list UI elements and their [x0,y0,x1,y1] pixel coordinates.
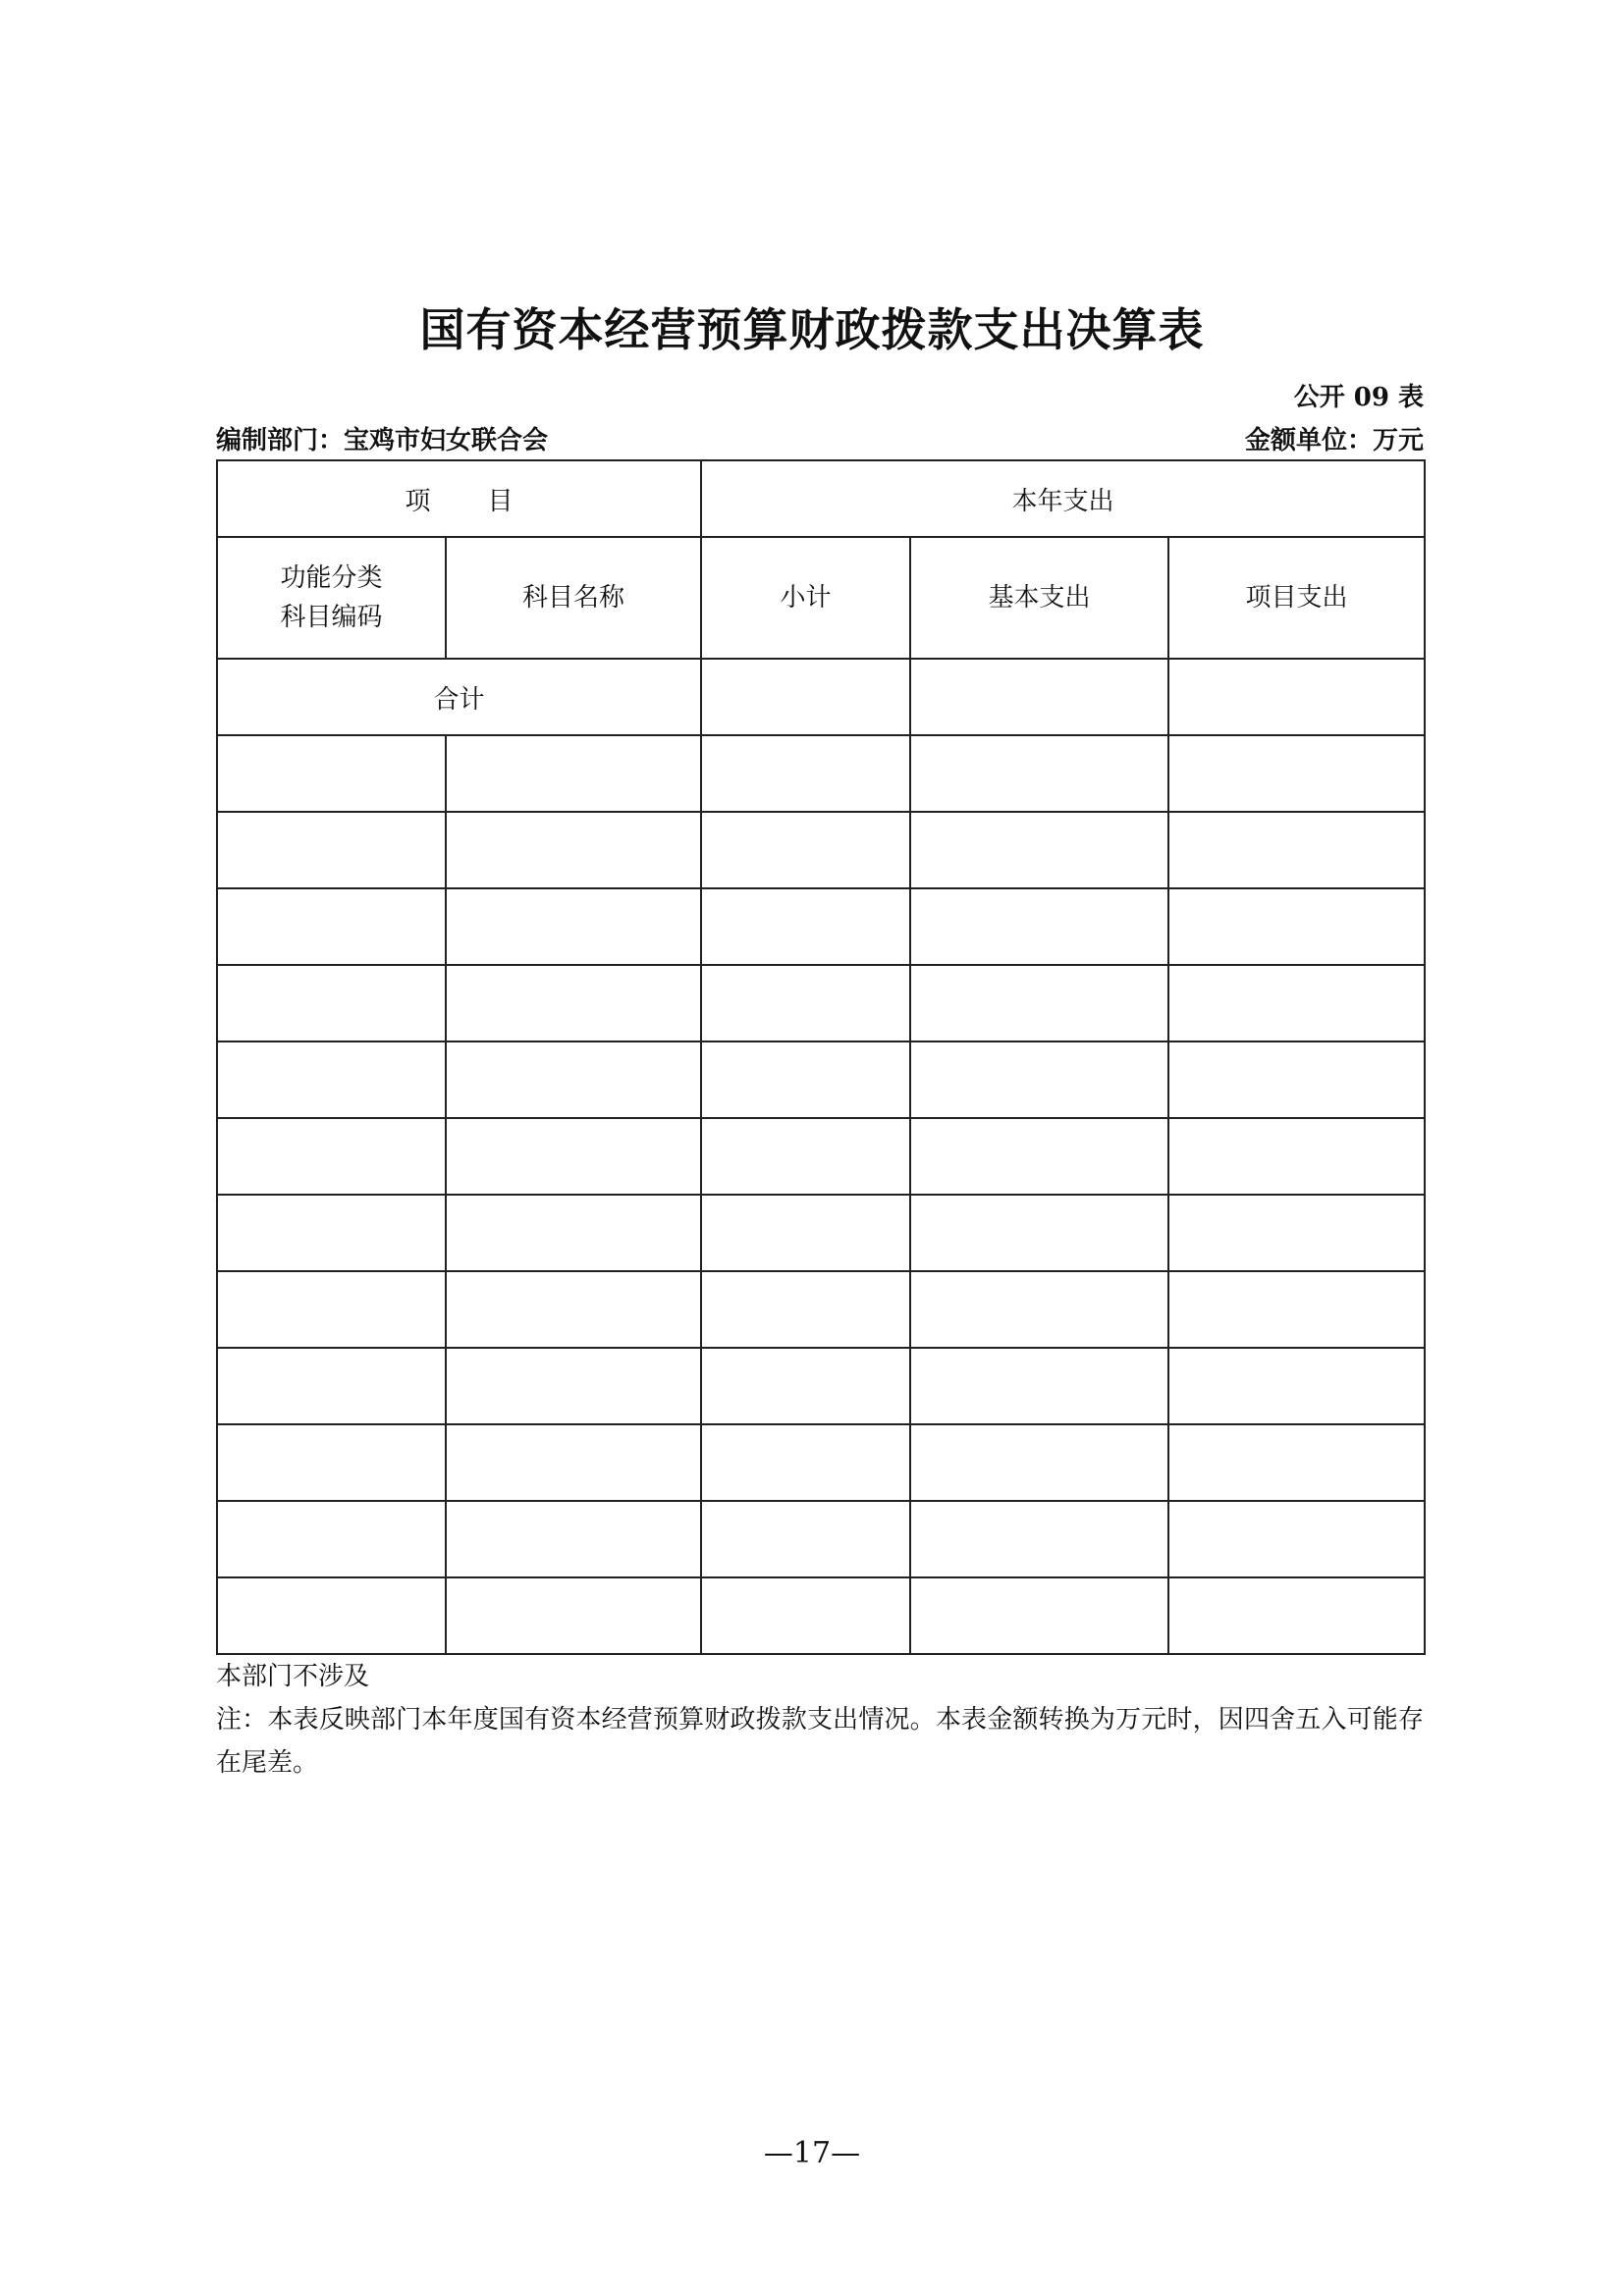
table-row [217,1424,1425,1501]
total-project [1168,659,1425,735]
cell-subtotal [701,1118,910,1195]
cell-code [217,1348,446,1424]
cell-name [446,1041,701,1118]
cell-subtotal [701,1271,910,1348]
page-number: —17— [763,2136,861,2170]
cell-name [446,1195,701,1271]
cell-code [217,1041,446,1118]
cell-name [446,1118,701,1195]
table-row [217,1271,1425,1348]
cell-project [1168,1118,1425,1195]
cell-project [1168,1577,1425,1654]
cell-subtotal [701,1348,910,1424]
cell-project [1168,1271,1425,1348]
cell-basic [910,1041,1168,1118]
cell-basic [910,1501,1168,1577]
cell-basic [910,812,1168,888]
cell-code [217,735,446,812]
cell-project [1168,735,1425,812]
cell-subtotal [701,965,910,1041]
cell-code [217,1195,446,1271]
cell-subtotal [701,1577,910,1654]
table-row [217,1118,1425,1195]
data-rows [217,735,1425,1654]
cell-project [1168,1348,1425,1424]
cell-name [446,888,701,965]
header-item [217,460,701,537]
table-row [217,888,1425,965]
cell-subtotal [701,1041,910,1118]
expenditure-table [216,459,1426,1655]
cell-basic [910,1348,1168,1424]
cell-subtotal [701,888,910,965]
cell-code [217,888,446,965]
cell-code [217,812,446,888]
cell-basic [910,1577,1168,1654]
cell-subtotal [701,735,910,812]
cell-name [446,1501,701,1577]
header-item-part1: 项 [405,486,431,516]
cell-code [217,1271,446,1348]
cell-name [446,965,701,1041]
cell-code [217,1424,446,1501]
header-function-code [217,537,446,659]
explanation-note: 注：本表反映部门本年度国有资本经营预算财政拨款支出情况。本表金额转换为万元时，因四舍五入可能存在尾差。 [216,1705,1424,1778]
cell-name [446,1577,701,1654]
header-function-code-line2: 科目编码 [280,603,383,632]
cell-code [217,1577,446,1654]
cell-name [446,812,701,888]
table-row [217,735,1425,812]
table-row [217,1577,1425,1654]
cell-project [1168,1424,1425,1501]
table-row [217,1501,1425,1577]
cell-subtotal [701,1424,910,1501]
cell-project [1168,1195,1425,1271]
header-subject-name: 科目名称 [446,537,701,659]
document-title: 国有资本经营预算财政拨款支出决算表 [419,303,1205,356]
cell-basic [910,1195,1168,1271]
cell-basic [910,888,1168,965]
table-row [217,1348,1425,1424]
table-code: 公开 09 表 [1293,383,1424,412]
cell-name [446,1348,701,1424]
cell-project [1168,888,1425,965]
total-basic [910,659,1168,735]
total-subtotal [701,659,910,735]
cell-name [446,735,701,812]
table-row [217,965,1425,1041]
cell-project [1168,1041,1425,1118]
cell-code [217,965,446,1041]
cell-basic [910,1271,1168,1348]
header-item-part2: 目 [487,486,514,516]
cell-code [217,1118,446,1195]
total-label: 合计 [217,659,701,735]
header-current-year-expenditure: 本年支出 [701,460,1425,537]
cell-basic [910,965,1168,1041]
cell-project [1168,1501,1425,1577]
total-row [217,659,1425,735]
cell-code [217,1501,446,1577]
header-row-2 [217,537,1425,659]
cell-project [1168,812,1425,888]
cell-project [1168,965,1425,1041]
cell-basic [910,1424,1168,1501]
header-project-expenditure: 项目支出 [1168,537,1425,659]
cell-subtotal [701,1501,910,1577]
compiling-department: 编制部门：宝鸡市妇女联合会 [216,426,549,455]
header-subtotal: 小计 [701,537,910,659]
cell-basic [910,1118,1168,1195]
table-row [217,812,1425,888]
table-row [217,1041,1425,1118]
header-function-code-line1: 功能分类 [280,563,383,593]
cell-name [446,1271,701,1348]
cell-basic [910,735,1168,812]
cell-name [446,1424,701,1501]
table-row [217,1195,1425,1271]
cell-subtotal [701,812,910,888]
cell-subtotal [701,1195,910,1271]
header-row-1 [217,460,1425,537]
not-applicable-note: 本部门不涉及 [216,1662,370,1691]
header-basic-expenditure: 基本支出 [910,537,1168,659]
amount-unit: 金额单位：万元 [1244,426,1424,455]
